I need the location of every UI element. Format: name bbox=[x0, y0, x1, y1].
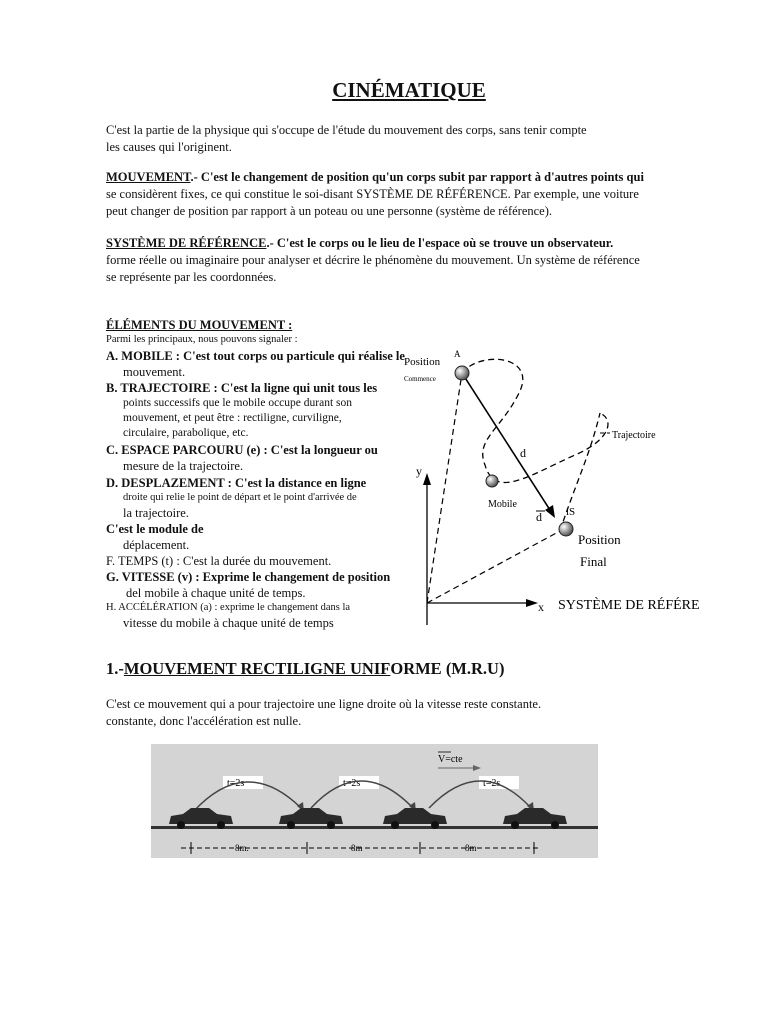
x-axis-label: x bbox=[538, 600, 544, 614]
mru-number: 1.- bbox=[106, 659, 124, 678]
item-b-line-2: points successifs que le mobile occupe durant son bbox=[123, 397, 352, 409]
d-label: d bbox=[520, 446, 526, 460]
intro-paragraph bbox=[106, 122, 587, 156]
item-f-line-1: F. TEMPS (t) : C'est la durée du mouvement. bbox=[106, 554, 332, 568]
mru-heading-underlined: MOUVEMENT RECTILIGNE UNIF bbox=[123, 659, 391, 678]
item-d-line-2: droite qui relie le point de départ et le point d'arrivée de bbox=[123, 492, 357, 503]
position-initial-small: Commence bbox=[404, 375, 436, 383]
intro-line-2: les causes qui l'originent. bbox=[106, 140, 232, 154]
distance-label-1: 8m. bbox=[235, 843, 249, 853]
mouvement-def: .- C'est le changement de position qu'un corps subit par rapport à d'autres points qui bbox=[190, 170, 644, 184]
item-d-line-1: D. DESPLAZEMENT : C'est la distance en ligne bbox=[106, 476, 367, 490]
item-b-line-1: B. TRAJECTOIRE : C'est la ligne qui unit tous les bbox=[106, 381, 378, 395]
trajectory-diagram bbox=[400, 335, 700, 635]
time-label-2: t=2s bbox=[343, 778, 361, 789]
mru-figure bbox=[151, 744, 598, 858]
displacement-vector bbox=[462, 373, 550, 510]
item-b-line-4: circulaire, parabolique, etc. bbox=[123, 427, 249, 439]
item-b-line-3: mouvement, et peut être : rectiligne, curviligne, bbox=[123, 412, 342, 424]
velocity-label: V=cte bbox=[438, 754, 463, 765]
x-axis-arrow bbox=[526, 599, 538, 607]
point-b-label: iS bbox=[566, 506, 576, 518]
elements-list bbox=[106, 348, 446, 631]
mouvement-line-3: peut changer de position par rapport à un poteau ou une personne (système de référence). bbox=[106, 204, 553, 218]
y-axis-arrow bbox=[423, 473, 431, 485]
systeme-def: .- C'est le corps ou le lieu de l'espace où se trouve un observateur. bbox=[266, 236, 614, 250]
time-label-1: t=2s bbox=[227, 778, 245, 789]
item-c-line-2: mesure de la trajectoire. bbox=[123, 459, 244, 473]
systeme-definition bbox=[106, 235, 706, 286]
position-final-label-2: Final bbox=[580, 554, 607, 569]
item-h-line-2: vitesse du mobile à chaque unité de temps bbox=[123, 616, 334, 630]
item-h-line-1: H. ACCÉLÉRATION (a) : exprime le changement dans la bbox=[106, 602, 351, 613]
position-vector-initial bbox=[427, 373, 462, 603]
elements-heading: ÉLÉMENTS DU MOUVEMENT : bbox=[106, 318, 293, 332]
item-g-line-2: del mobile à chaque unité de temps. bbox=[126, 586, 306, 600]
vector-d-label: d bbox=[536, 510, 542, 524]
point-a-label: A bbox=[454, 349, 461, 359]
systeme-term: SYSTÈME DE RÉFÉRENCE bbox=[106, 236, 267, 250]
item-c-line-1: C. ESPACE PARCOURU (e) : C'est la longueur ou bbox=[106, 443, 378, 457]
trajectory-curve bbox=[462, 359, 608, 482]
systeme-line-3: se représente par les coordonnées. bbox=[106, 270, 277, 284]
page-title: CINÉMATIQUE bbox=[332, 78, 486, 102]
systeme-reference-label: SYSTÈME DE RÉFÉRE bbox=[558, 598, 700, 613]
mobile-ball bbox=[486, 475, 498, 487]
mouvement-definition bbox=[106, 169, 706, 220]
systeme-line-2: forme réelle ou imaginaire pour analyser et décrire le phénomène du mouvement. Un système de référence bbox=[106, 253, 640, 267]
item-g-line-1: G. VITESSE (v) : Exprime le changement de position bbox=[106, 570, 391, 584]
initial-position-ball bbox=[455, 366, 469, 380]
mobile-label: Mobile bbox=[488, 499, 517, 510]
position-vector-final bbox=[427, 531, 560, 603]
distance-label-2: 8m bbox=[351, 843, 363, 853]
mru-line-1: C'est ce mouvement qui a pour trajectoire une ligne droite où la vitesse reste constante. bbox=[106, 697, 542, 711]
position-initial-label: Position bbox=[404, 356, 441, 368]
mru-heading bbox=[106, 659, 504, 679]
intro-line-1: C'est la partie de la physique qui s'occupe de l'étude du mouvement des corps, sans tenir compte bbox=[106, 123, 587, 137]
mru-heading-rest: ORME (M.R.U) bbox=[390, 659, 505, 678]
elements-subheading: Parmi les principaux, nous pouvons signaler : bbox=[106, 334, 298, 345]
mru-line-2: constante, donc l'accélération est nulle. bbox=[106, 714, 302, 728]
displacement-arrowhead bbox=[545, 505, 555, 518]
item-e-line-2: déplacement. bbox=[123, 538, 190, 552]
mouvement-term: MOUVEMENT bbox=[106, 170, 191, 184]
distance-label-3: 8m bbox=[465, 843, 477, 853]
item-e-line-1: C'est le module de bbox=[106, 522, 204, 536]
position-final-label-1: Position bbox=[578, 532, 621, 547]
item-a-line-2: mouvement. bbox=[123, 365, 186, 379]
mru-paragraph bbox=[106, 696, 541, 730]
mouvement-line-2: se considèrent fixes, ce qui constitue le soi-disant SYSTÈME DE RÉFÉRENCE. Par exemple, une voiture bbox=[106, 187, 639, 201]
item-a-line-1: A. MOBILE : C'est tout corps ou particule qui réalise le bbox=[106, 349, 405, 363]
item-d-line-3: la trajectoire. bbox=[123, 506, 189, 520]
time-label-3: t=2s bbox=[483, 778, 501, 789]
figure-background bbox=[151, 744, 598, 858]
final-position-ball bbox=[559, 522, 573, 536]
y-axis-label: y bbox=[416, 464, 422, 478]
trajectoire-label: Trajectoire bbox=[612, 430, 656, 441]
